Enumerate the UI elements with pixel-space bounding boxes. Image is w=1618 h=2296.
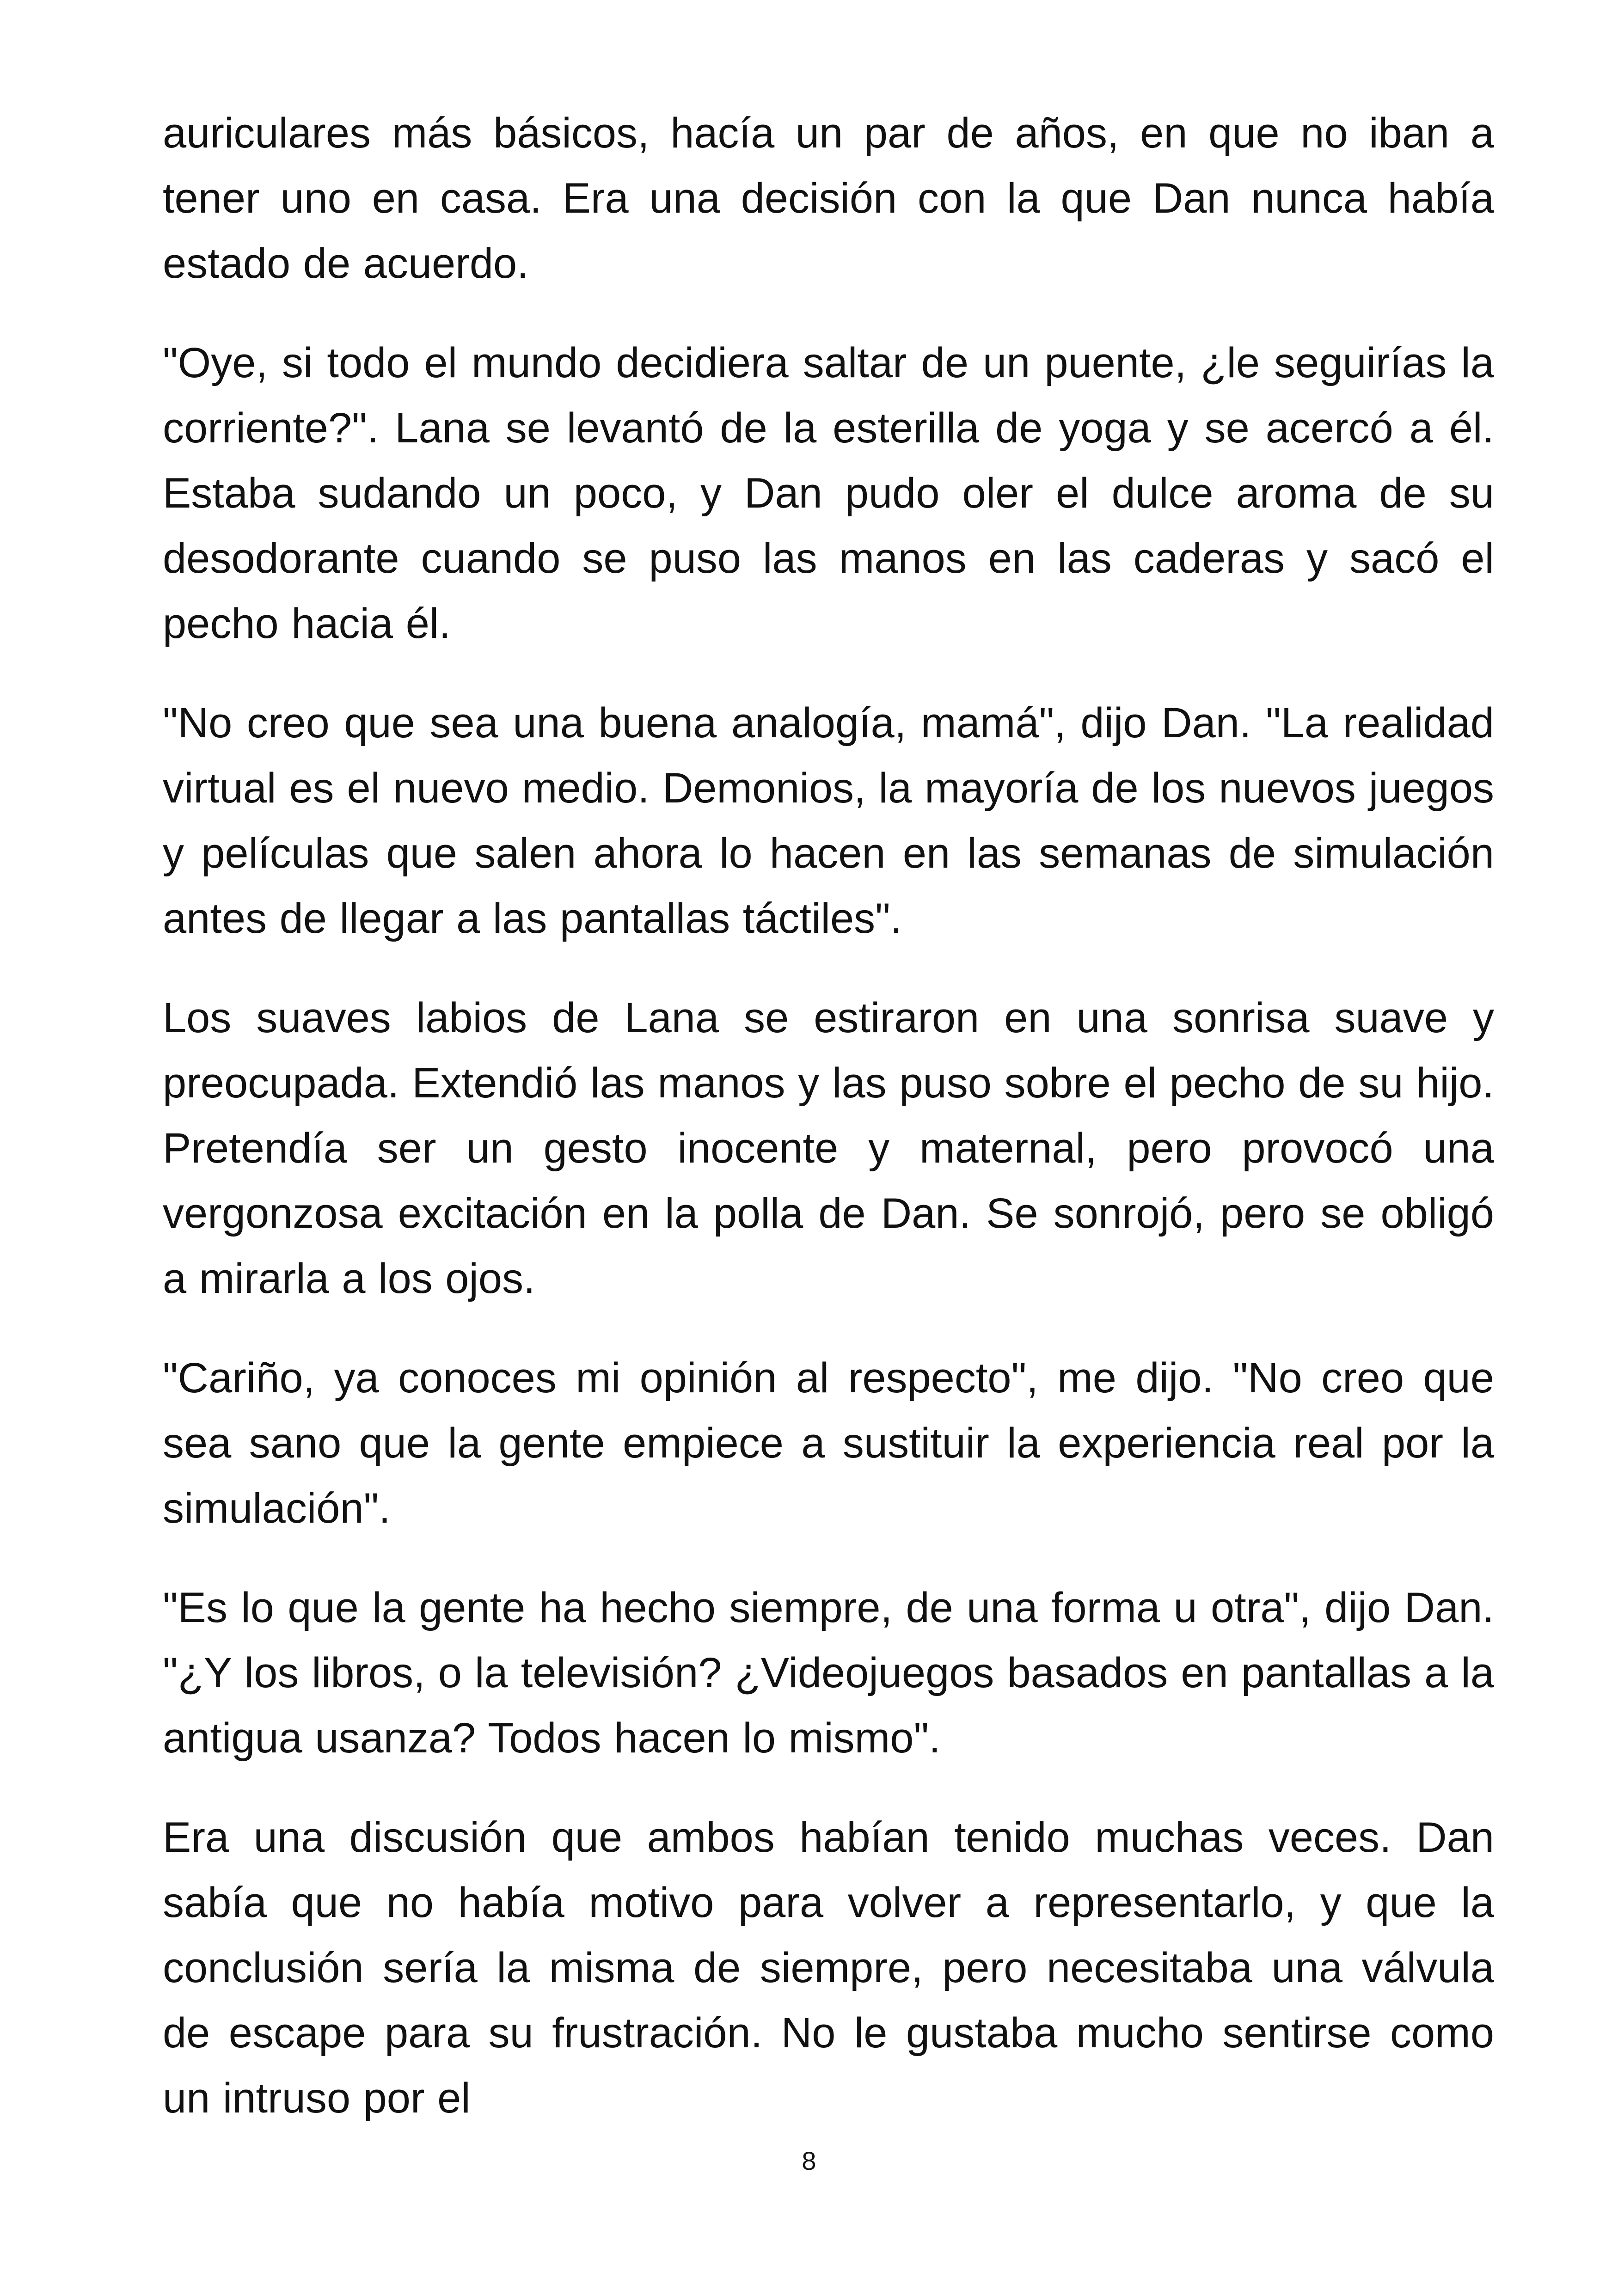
- paragraph: "Cariño, ya conoces mi opinión al respecto", me dijo. "No creo que sea sano que la gente empiece a sustituir la experiencia real por la simulación".: [163, 1354, 1494, 1532]
- paragraph: auriculares más básicos, hacía un par de años, en que no iban a tener uno en casa. Era una decisión con la que Dan nunca había estado de acuerdo.: [163, 110, 1494, 287]
- body-text: [163, 101, 1494, 2131]
- paragraph: Era una discusión que ambos habían tenido muchas veces. Dan sabía que no había motivo para volver a representarlo, y que la conclusión sería la misma de siempre, pero necesitaba una válvula de escape para su frustración. No le gustaba mucho sentirse como un intruso por el: [163, 1814, 1494, 2122]
- paragraph: "Es lo que la gente ha hecho siempre, de una forma u otra", dijo Dan. "¿Y los libros, o la televisión? ¿Videojuegos basados en pantallas a la antigua usanza? Todos hacen lo mismo".: [163, 1584, 1494, 1762]
- paragraph: "No creo que sea una buena analogía, mamá", dijo Dan. "La realidad virtual es el nuevo medio. Demonios, la mayoría de los nuevos juegos y películas que salen ahora lo hacen en las semanas de simulación antes de llegar a las pantallas táctiles".: [163, 699, 1494, 942]
- page-number: 8: [802, 2146, 816, 2175]
- paragraph: "Oye, si todo el mundo decidiera saltar de un puente, ¿le seguirías la corriente?". Lana se levantó de la esterilla de yoga y se acercó a él. Estaba sudando un poco, y Dan pudo oler el dulce aroma de su desodorante cuando se puso las manos en las caderas y sacó el pecho hacia él.: [163, 339, 1494, 647]
- paragraph: Los suaves labios de Lana se estiraron en una sonrisa suave y preocupada. Extendió las manos y las puso sobre el pecho de su hijo. Pretendía ser un gesto inocente y maternal, pero provocó una vergonzosa excitación en la polla de Dan. Se sonrojó, pero se obligó a mirarla a los ojos.: [163, 994, 1494, 1302]
